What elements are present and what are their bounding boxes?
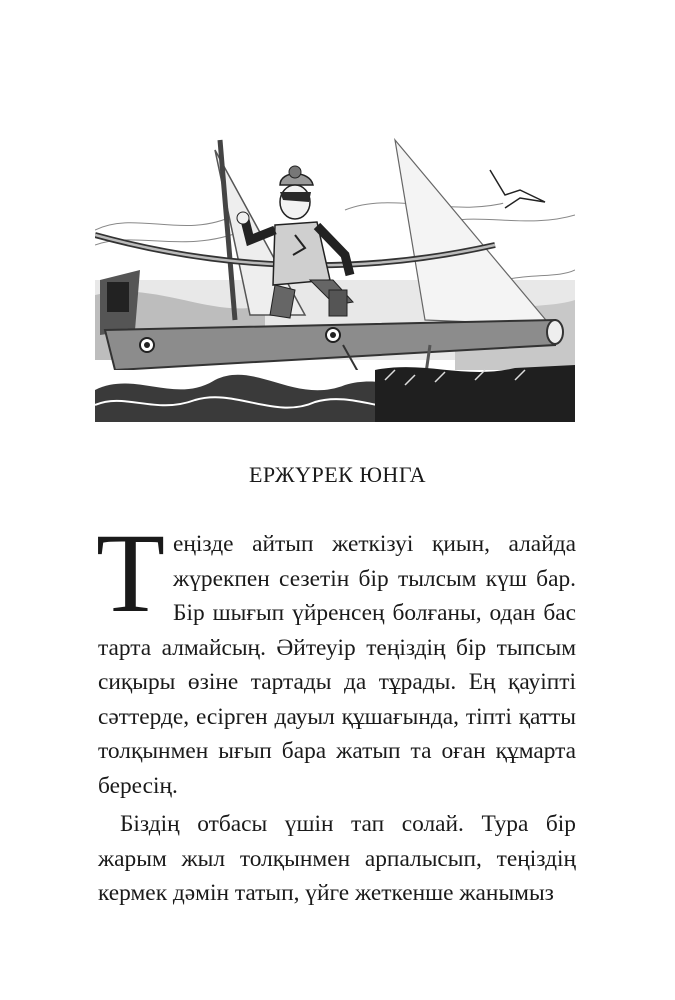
paragraph-2: Біздің отбасы үшін тап солай. Тура бір жарым жыл толқынмен арпалысып, теңіздің кермек дәмін татып, үйге жеткенше жанымыз: [98, 811, 576, 906]
paragraph-1: [96, 511, 576, 803]
drop-cap: Т: [96, 511, 166, 636]
body-text: [96, 511, 576, 911]
chapter-title: ЕРЖҮРЕК ЮНГА: [248, 462, 427, 487]
paragraph-1-text: еңізде айтып жеткізуі қиын, алайда жүрекпен сезетін бір тылсым күш бар. Бір шығып үйренсең болғаны, одан бас тарта алмайсың. Әйтеуір теңіздің бір тыпсым сиқыры өзіне тартады да тұрады. Ең қауіпті сәттерде, есірген дауыл құшағында, тіпті қатты толқынмен ығып бара жатып та оған құмарта бересің.: [98, 531, 576, 799]
sailor-boy-illustration: [95, 130, 575, 430]
